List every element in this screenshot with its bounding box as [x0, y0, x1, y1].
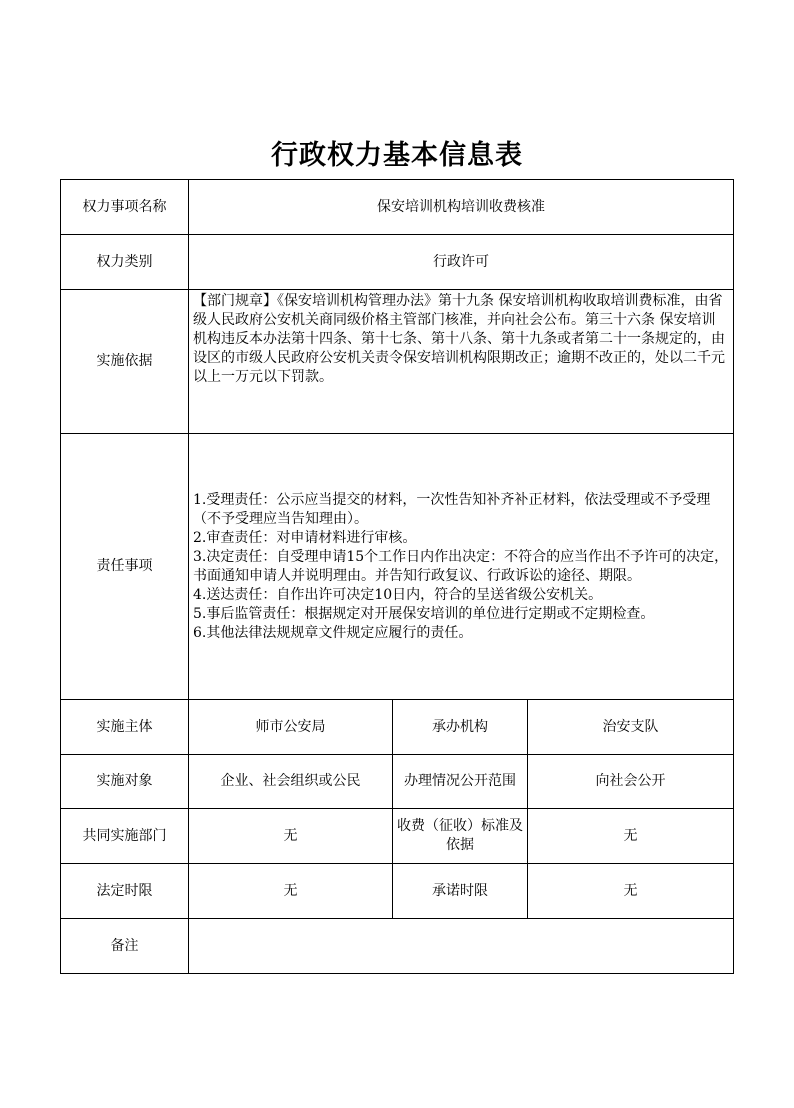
info-table — [60, 179, 734, 974]
row-category — [61, 235, 734, 290]
label-joint: 共同实施部门 — [61, 809, 189, 864]
label-subject: 实施主体 — [61, 700, 189, 755]
duty-item: 3.决定责任：自受理申请15个工作日内作出决定：不符合的应当作出不予许可的决定，书面通知申请人并说明理由。并告知行政复议、行政诉讼的途径、期限。 — [193, 548, 729, 584]
value-duties — [189, 434, 734, 700]
value-category: 行政许可 — [189, 235, 734, 290]
value-target: 企业、社会组织或公民 — [189, 755, 393, 809]
value-joint: 无 — [189, 809, 393, 864]
value-time: 无 — [189, 864, 393, 919]
row-duties — [61, 434, 734, 700]
page-title: 行政权力基本信息表 — [271, 140, 523, 171]
value-basis: 【部门规章】《保安培训机构管理办法》第十九条 保安培训机构收取培训费标准，由省级人民政府公安机关商同级价格主管部门核准，并向社会公布。第三十六条 保安培训机构违反本办法第十四条、第十七条、第十八条、第十九条或者第二十一条规定的，由设区的市级人民政府公安机关责令保安培训机构限期改正；逾期不改正的，处以二千元以上一万元以下罚款。 — [189, 290, 734, 434]
value-subject: 师市公安局 — [189, 700, 393, 755]
label-handler: 承办机构 — [393, 700, 528, 755]
label-category: 权力类别 — [61, 235, 189, 290]
duty-item: 1.受理责任：公示应当提交的材料，一次性告知补齐补正材料，依法受理或不予受理（不予受理应当告知理由）。 — [193, 491, 711, 527]
label-promise-time: 承诺时限 — [393, 864, 528, 919]
row-time — [61, 864, 734, 919]
label-duties: 责任事项 — [61, 434, 189, 700]
label-fee: 收费（征收）标准及依据 — [393, 809, 528, 864]
value-remark — [189, 919, 734, 974]
label-basis: 实施依据 — [61, 290, 189, 434]
duty-item: 5.事后监管责任：根据规定对开展保安培训的单位进行定期或不定期检查。 — [193, 605, 655, 622]
row-joint — [61, 809, 734, 864]
row-target — [61, 755, 734, 809]
value-fee: 无 — [528, 809, 734, 864]
row-remark — [61, 919, 734, 974]
duty-item: 4.送达责任：自作出许可决定10日内，符合的呈送省级公安机关。 — [193, 586, 603, 603]
value-disclosure: 向社会公开 — [528, 755, 734, 809]
row-name — [61, 180, 734, 235]
label-target: 实施对象 — [61, 755, 189, 809]
label-name: 权力事项名称 — [61, 180, 189, 235]
row-basis — [61, 290, 734, 434]
value-name: 保安培训机构培训收费核准 — [189, 180, 734, 235]
value-promise-time: 无 — [528, 864, 734, 919]
label-disclosure: 办理情况公开范围 — [393, 755, 528, 809]
label-remark: 备注 — [61, 919, 189, 974]
value-handler: 治安支队 — [528, 700, 734, 755]
row-subject — [61, 700, 734, 755]
label-time: 法定时限 — [61, 864, 189, 919]
duty-item: 6.其他法律法规规章文件规定应履行的责任。 — [193, 624, 473, 641]
duty-item: 2.审查责任：对申请材料进行审核。 — [193, 529, 417, 546]
